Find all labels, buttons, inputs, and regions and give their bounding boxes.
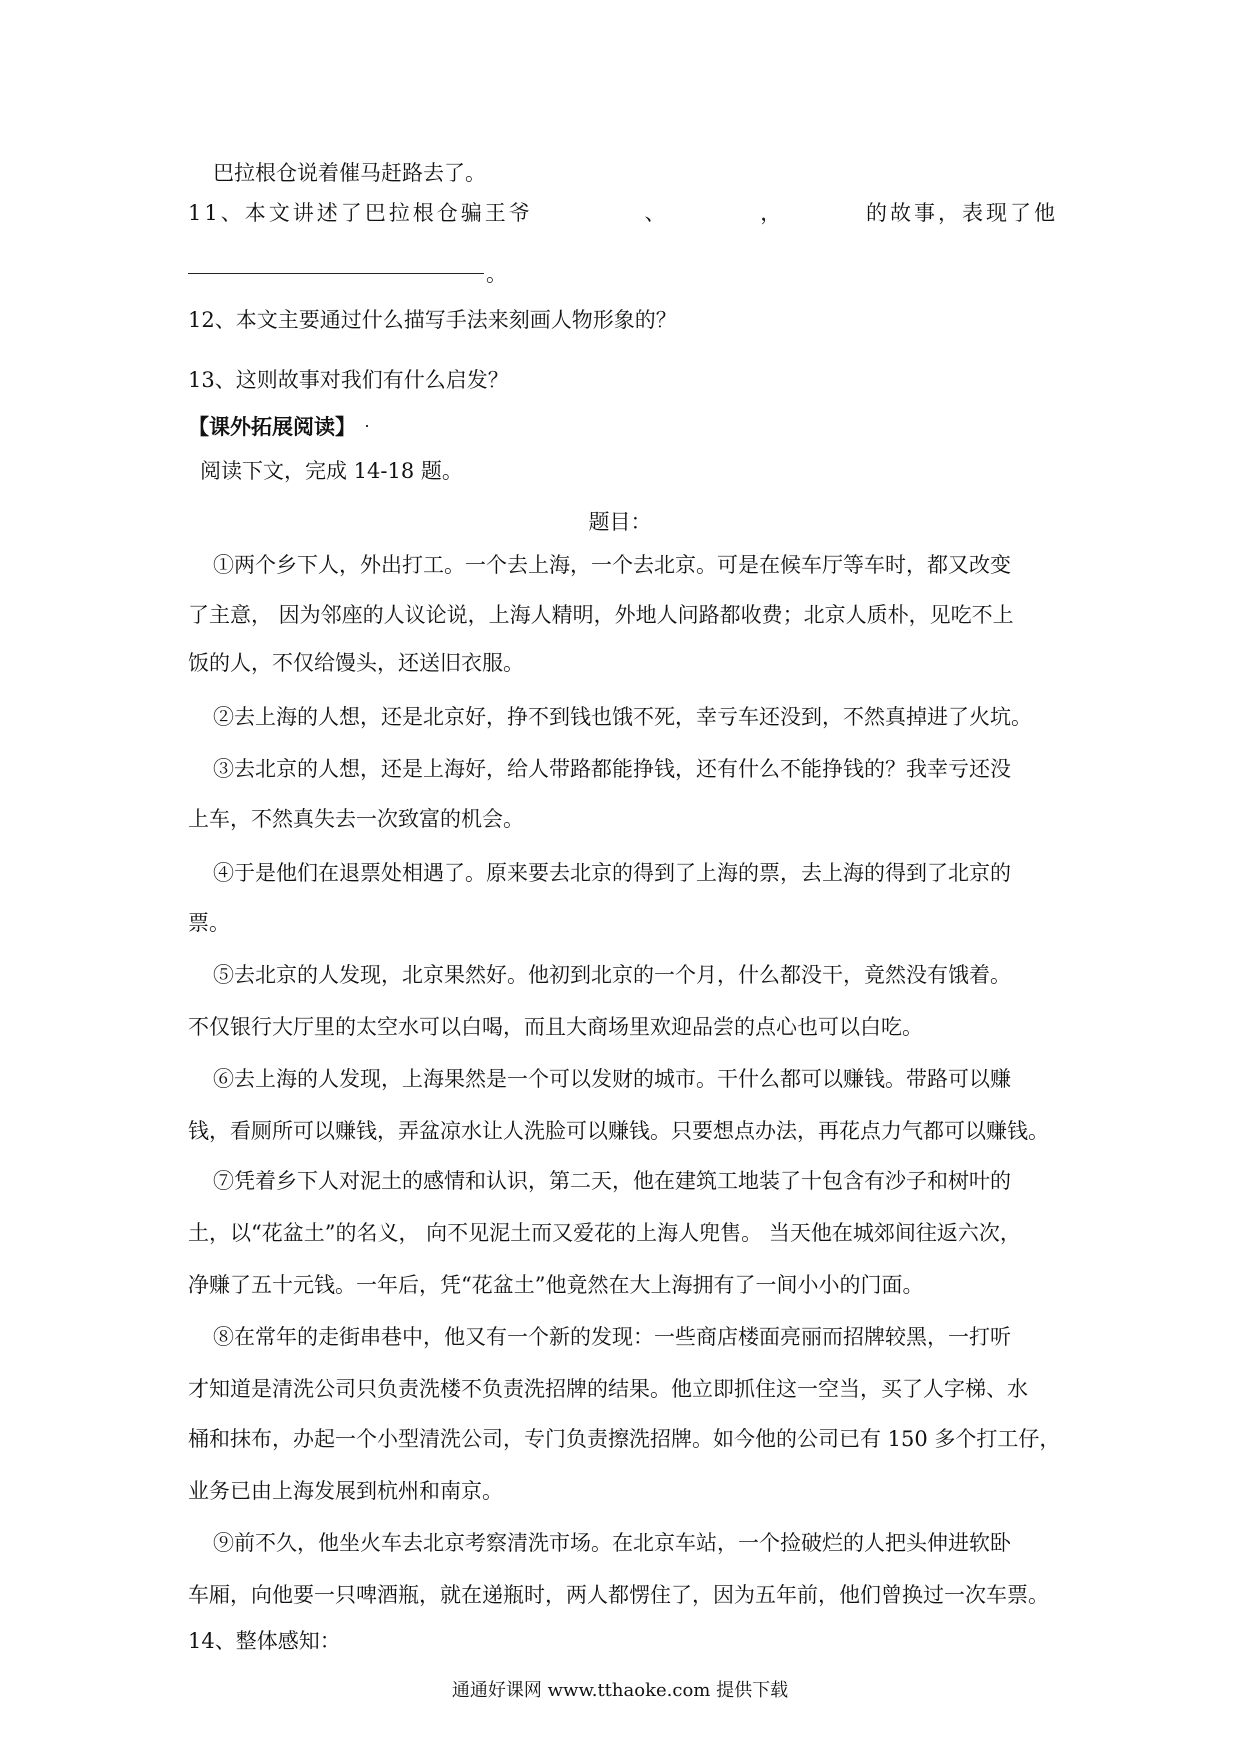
paragraph-5-line-1: ⑤去北京的人发现，北京果然好。他初到北京的一个月，什么都没干，竟然没有饿着。 [213,963,1011,987]
question-13: 13、这则故事对我们有什么启发？ [188,368,509,392]
stray-dot [366,425,368,427]
question-11-part-a: 11、本文讲述了巴拉根仓骗王爷 [188,201,533,225]
paragraph-9-line-2: 车厢，向他要一只啤酒瓶，就在递瓶时，两人都愣住了，因为五年前，他们曾换过一次车票。 [188,1583,1049,1607]
paragraph-9-line-1: ⑨前不久，他坐火车去北京考察清洗市场。在北京车站，一个捡破烂的人把头伸进软卧 [213,1531,1011,1555]
reading-instruction: 阅读下文，完成 14-18 题。 [200,459,463,483]
paragraph-6-line-2: 钱，看厕所可以赚钱，弄盆凉水让人洗脸可以赚钱。只要想点办法，再花点力气都可以赚钱。 [188,1119,1049,1143]
paragraph-6-line-1: ⑥去上海的人发现，上海果然是一个可以发财的城市。干什么都可以赚钱。带路可以赚 [213,1067,1011,1091]
question-12: 12、本文主要通过什么描写手法来刻画人物形象的？ [188,308,677,332]
paragraph-5-line-2: 不仅银行大厅里的太空水可以白喝，而且大商场里欢迎品尝的点心也可以白吃。 [188,1015,923,1039]
paragraph-7-line-1: ⑦凭着乡下人对泥土的感情和认识，第二天，他在建筑工地装了十包含有沙子和树叶的 [213,1169,1011,1193]
question-11-end: 。 [486,262,507,286]
paragraph-8-line-1: ⑧在常年的走街串巷中，他又有一个新的发现：一些商店楼面亮丽而招牌较黑，一打听 [213,1325,1011,1349]
question-11 [188,198,1058,228]
paragraph-1-line-3: 饭的人，不仅给馒头，还送旧衣服。 [188,651,524,675]
story-closing-line: 巴拉根仓说着催马赶路去了。 [213,161,486,185]
paragraph-7-line-3: 净赚了五十元钱。一年后，凭“花盆土”他竟然在大上海拥有了一间小小的门面。 [188,1273,924,1297]
section-heading: 【课外拓展阅读】 [188,414,356,439]
paragraph-2-line-1: ②去上海的人想，还是北京好，挣不到钱也饿不死，幸亏车还没到，不然真掉进了火坑。 [213,705,1032,729]
paragraph-3-line-2: 上车，不然真失去一次致富的机会。 [188,807,524,831]
answer-blank-line [188,273,484,274]
question-14: 14、整体感知： [188,1629,341,1653]
footer-credit: 通通好课网 www.tthaoke.com 提供下载 [451,1680,789,1701]
question-11-part-b: 、 [644,201,669,225]
paragraph-8-line-3: 桶和抹布，办起一个小型清洗公司，专门负责擦洗招牌。如今他的公司已有 150 多个打工仔， [188,1427,1061,1451]
question-11-part-d: 的故事，表现了他 [865,201,1058,225]
paragraph-3-line-1: ③去北京的人想，还是上海好，给人带路都能挣钱，还有什么不能挣钱的？我幸亏还没 [213,757,1011,781]
paragraph-1-line-2: 了主意， 因为邻座的人议论说，上海人精明，外地人问路都收费；北京人质朴，见吃不上 [188,603,1014,627]
passage-title: 题目： [588,510,652,534]
paragraph-8-line-4: 业务已由上海发展到杭州和南京。 [188,1479,503,1503]
paragraph-8-line-2: 才知道是清洗公司只负责洗楼不负责洗招牌的结果。他立即抓住这一空当，买了人字梯、水 [188,1377,1028,1401]
paragraph-4-line-1: ④于是他们在退票处相遇了。原来要去北京的得到了上海的票，去上海的得到了北京的 [213,861,1011,885]
paragraph-7-line-2: 土，以“花盆土”的名义， 向不见泥土而又爱花的上海人兜售。 当天他在城郊间往返六次， [188,1221,1021,1245]
paragraph-4-line-2: 票。 [188,911,230,935]
question-11-part-c: ， [760,201,785,225]
paragraph-1-line-1: ①两个乡下人，外出打工。一个去上海，一个去北京。可是在候车厅等车时，都又改变 [213,553,1011,577]
